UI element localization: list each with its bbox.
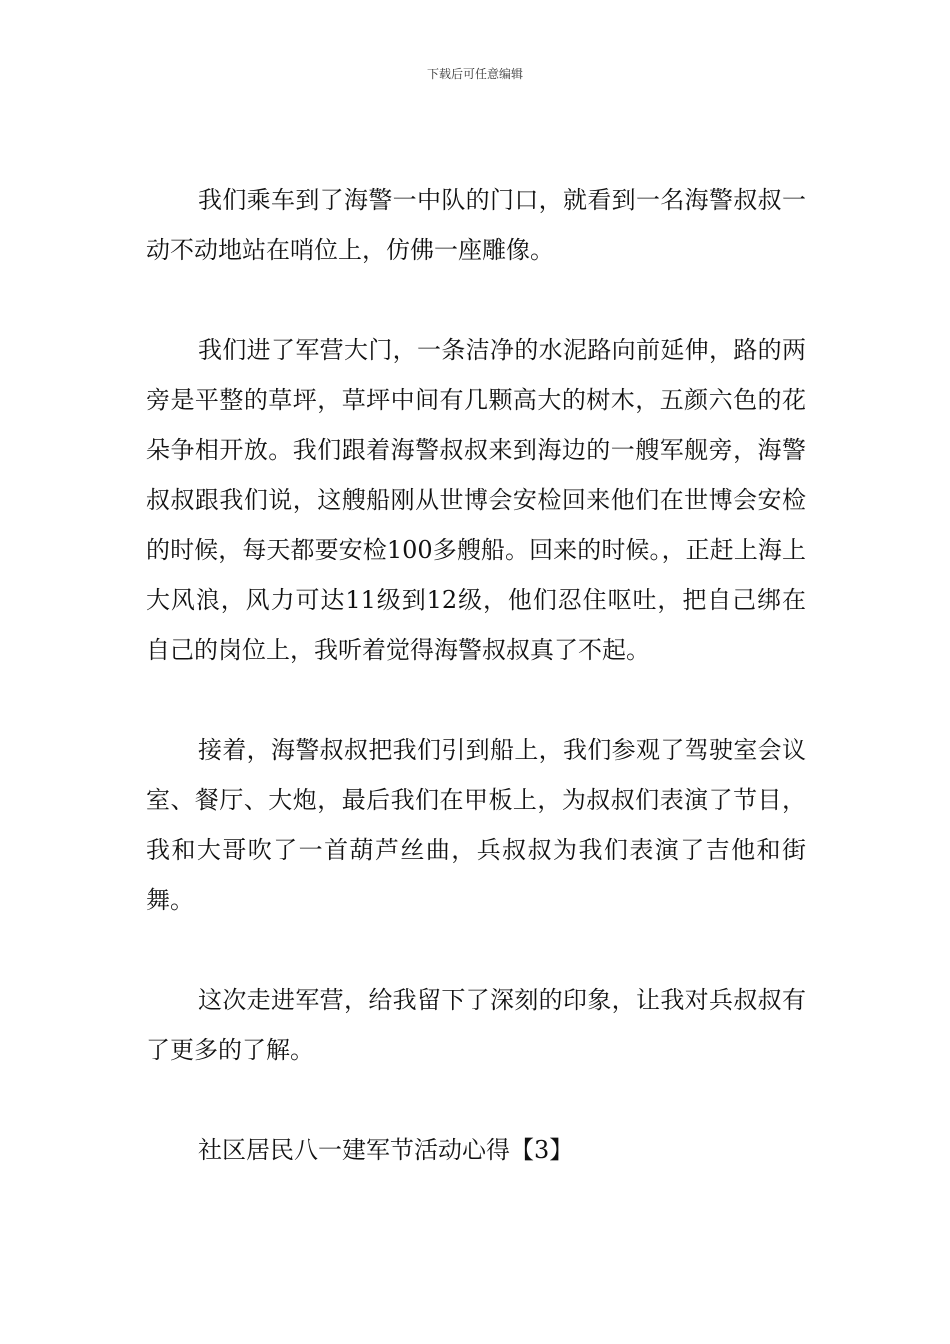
paragraph-camp-visit: 我们进了军营大门，一条洁净的水泥路向前延伸，路的两旁是平整的草坪，草坪中间有几颗高大的树木，五颜六色的花朵争相开放。我们跟着海警叔叔来到海边的一艘军舰旁，海警叔叔跟我们说，这艘船刚从世博会安检回来他们在世博会安检的时候，每天都要安检100多艘船。回来的时候。，正赶上海上大风浪，风力可达11级到12级，他们忍住呕吐，把自己绑在自己的岗位上，我听着觉得海警叔叔真了不起。 xyxy=(146,336,806,664)
paragraph-spacer xyxy=(146,275,806,325)
paragraph-spacer xyxy=(146,925,806,975)
document-body xyxy=(146,175,806,1175)
paragraph-arrival: 我们乘车到了海警一中队的门口，就看到一名海警叔叔一动不动地站在哨位上，仿佛一座雕像。 xyxy=(146,186,806,264)
paragraph-spacer xyxy=(146,675,806,725)
paragraph-conclusion: 这次走进军营，给我留下了深刻的印象，让我对兵叔叔有了更多的了解。 xyxy=(146,986,806,1064)
paragraph-spacer xyxy=(146,1075,806,1125)
page-header-note: 下载后可任意编辑 xyxy=(426,67,523,81)
paragraph-ship-tour: 接着，海警叔叔把我们引到船上，我们参观了驾驶室会议室、餐厅、大炮，最后我们在甲板上，为叔叔们表演了节目，我和大哥吹了一首葫芦丝曲，兵叔叔为我们表演了吉他和街舞。 xyxy=(146,736,806,914)
section-title: 社区居民八一建军节活动心得【3】 xyxy=(198,1136,574,1164)
